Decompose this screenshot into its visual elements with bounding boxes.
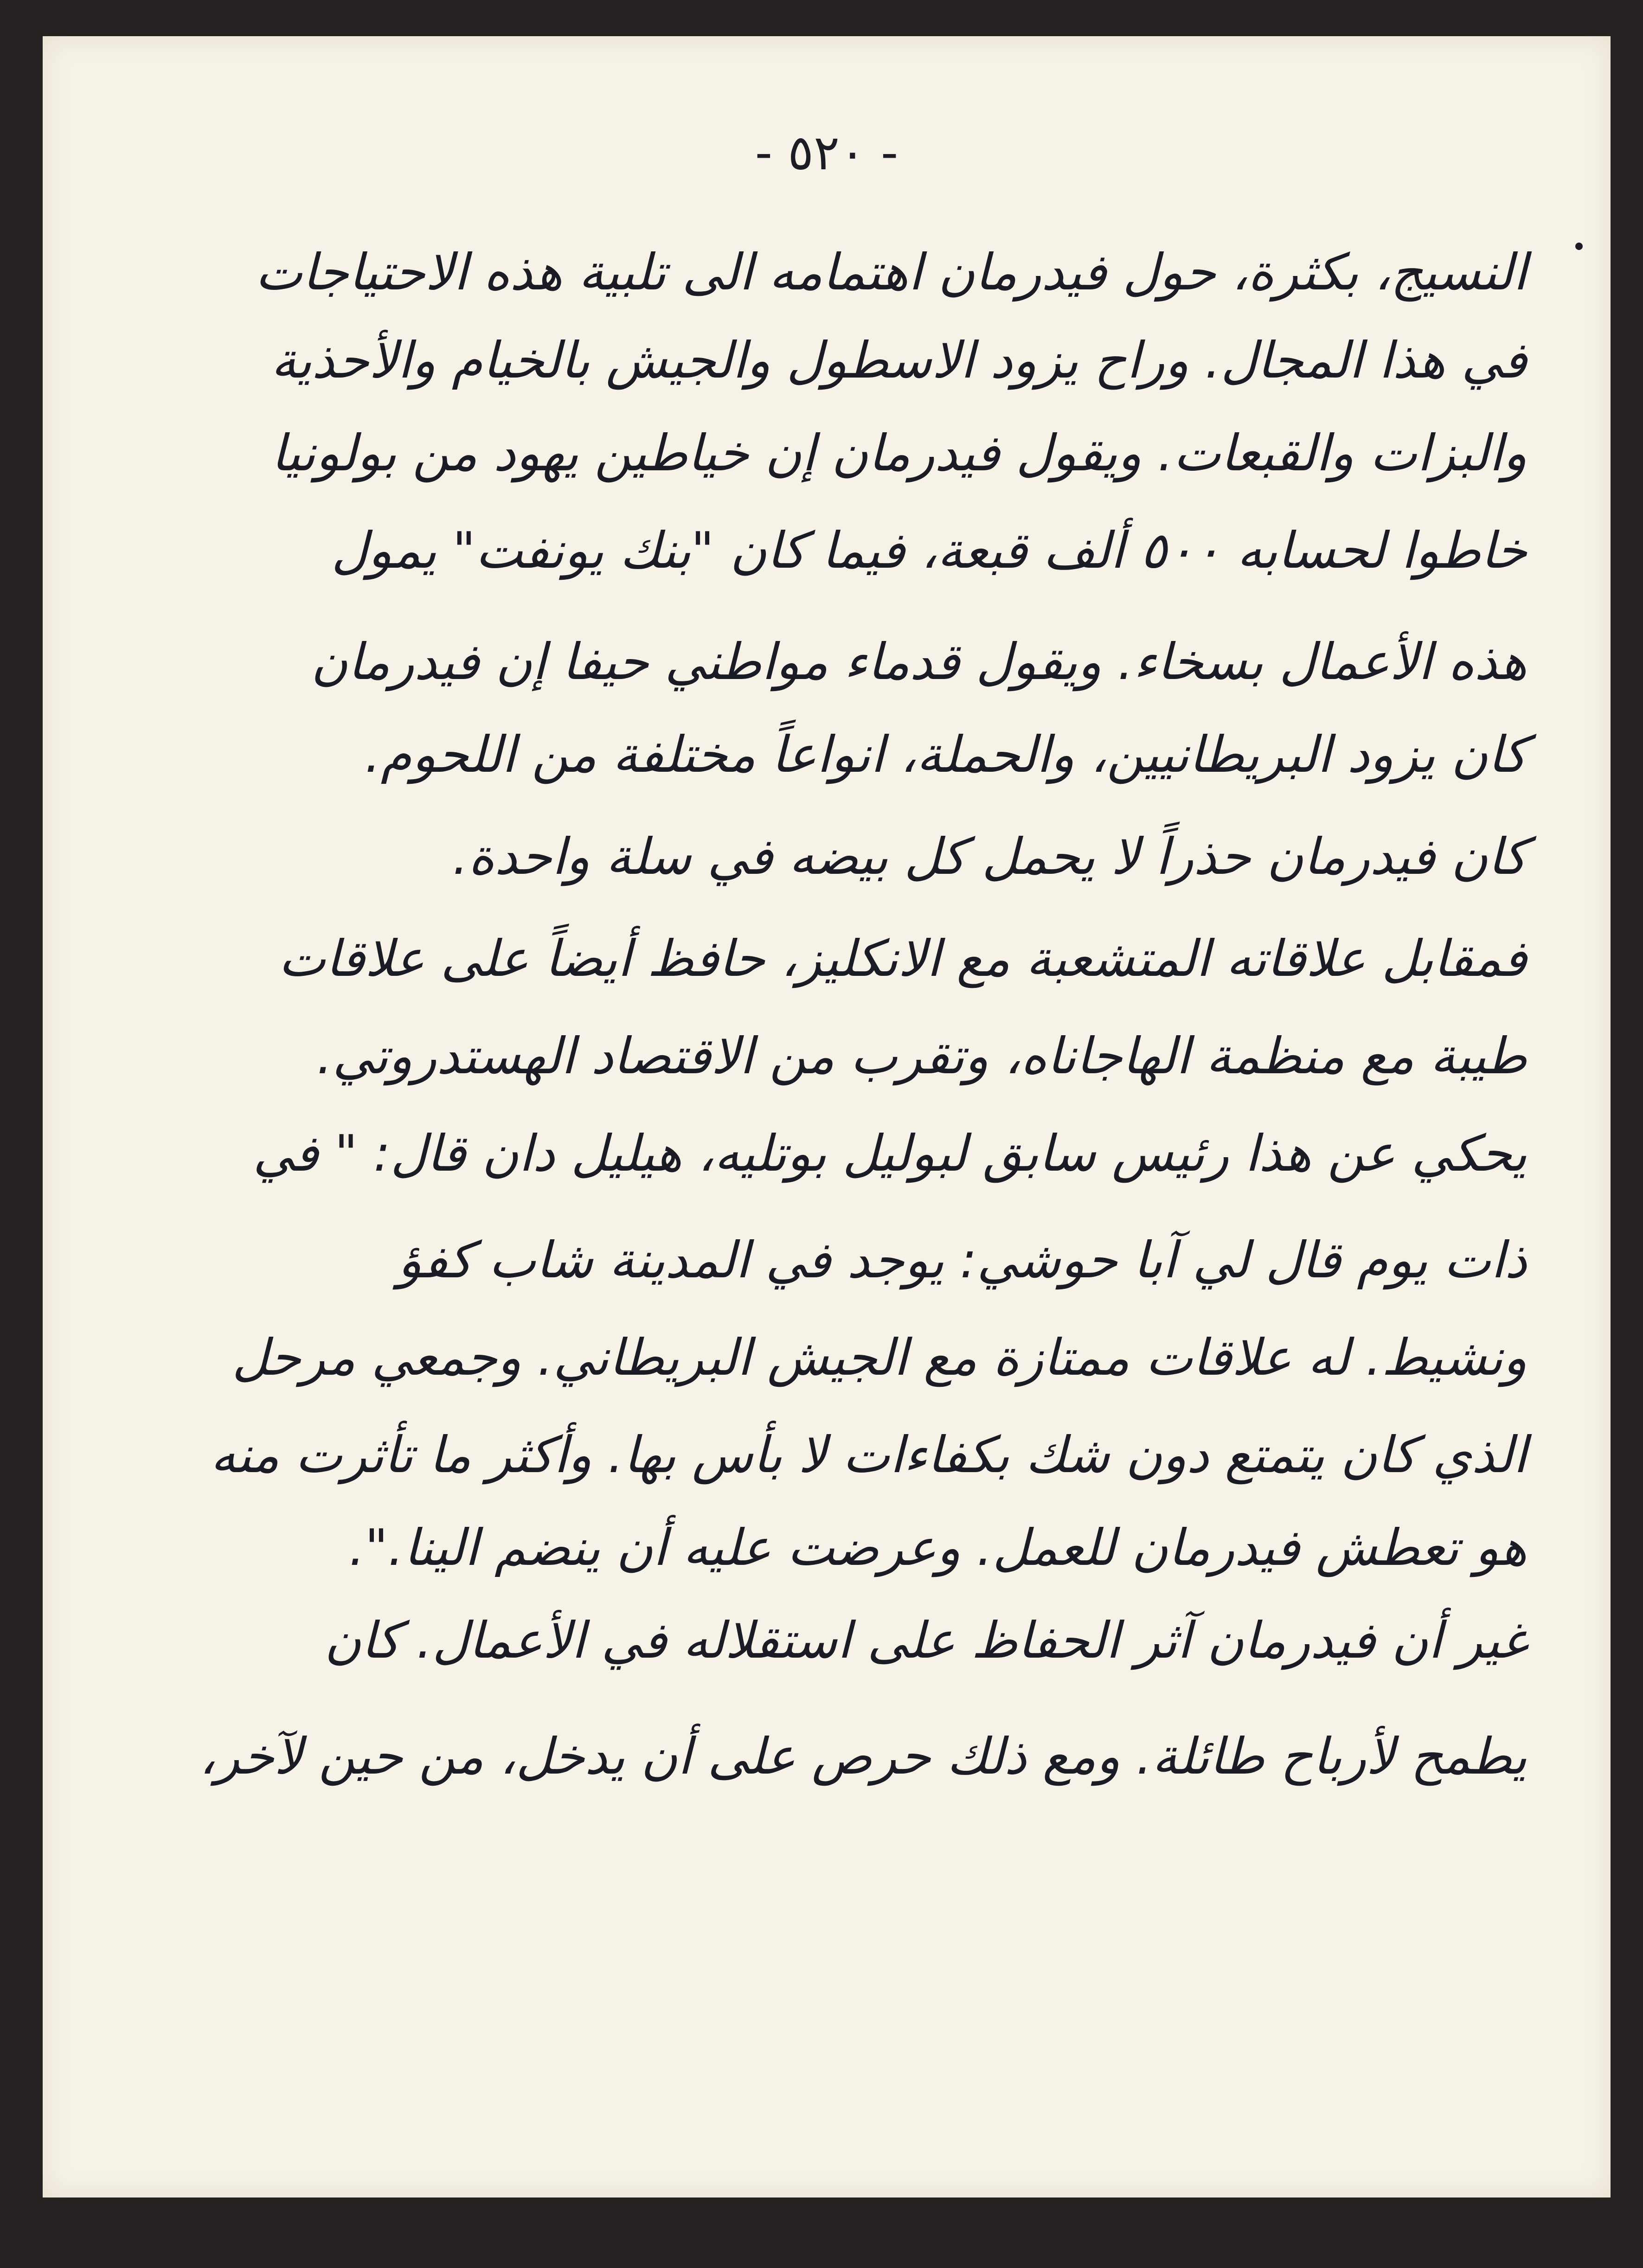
text-line: فمقابل علاقاته المتشعبة مع الانكليز، حافظ أيضاً على علاقات xyxy=(278,930,1527,988)
text-line: ذات يوم قال لي آبا حوشي: يوجد في المدينة شاب كفؤ xyxy=(398,1231,1527,1289)
text-line: كان فيدرمان حذراً لا يحمل كل بيضه في سلة واحدة. xyxy=(452,828,1527,886)
page-number: - ٥٢٠ - xyxy=(755,124,899,181)
text-line: يحكي عن هذا رئيس سابق لبوليل بوتليه، هيليل دان قال: " في xyxy=(253,1125,1527,1183)
text-line: ونشيط. له علاقات ممتازة مع الجيش البريطاني. وجمعي مرحل xyxy=(232,1329,1527,1387)
text-line: والبزات والقبعات. ويقول فيدرمان إن خياطين يهود من بولونيا xyxy=(271,424,1527,482)
text-line: الذي كان يتمتع دون شك بكفاءات لا بأس بها. وأكثر ما تأثرت منه xyxy=(210,1426,1527,1484)
text-line: يطمح لأرباح طائلة. ومع ذلك حرص على أن يدخل، من حين لآخر، xyxy=(199,1728,1527,1786)
handwritten-text-body xyxy=(43,36,1611,2198)
text-line: النسيج، بكثرة، حول فيدرمان اهتمامه الى تلبية هذه الاحتياجات xyxy=(255,243,1527,301)
text-line: كان يزود البريطانيين، والحملة، انواعاً مختلفة من اللحوم. xyxy=(365,726,1527,784)
text-line: غير أن فيدرمان آثر الحفاظ على استقلاله في الأعمال. كان xyxy=(324,1612,1527,1670)
text-line: هذه الأعمال بسخاء. ويقول قدماء مواطني حيفا إن فيدرمان xyxy=(311,633,1527,691)
text-line: خاطوا لحسابه ٥٠٠ ألف قبعة، فيما كان "بنك يونفت" يمول xyxy=(331,522,1527,580)
text-line: طيبة مع منظمة الهاجاناه، وتقرب من الاقتصاد الهستدروتي. xyxy=(316,1027,1527,1085)
manuscript-page xyxy=(43,36,1611,2198)
text-line: هو تعطش فيدرمان للعمل. وعرضت عليه أن ينضم الينا.". xyxy=(349,1519,1527,1577)
text-line: في هذا المجال. وراح يزود الاسطول والجيش بالخيام والأحذية xyxy=(271,332,1527,390)
